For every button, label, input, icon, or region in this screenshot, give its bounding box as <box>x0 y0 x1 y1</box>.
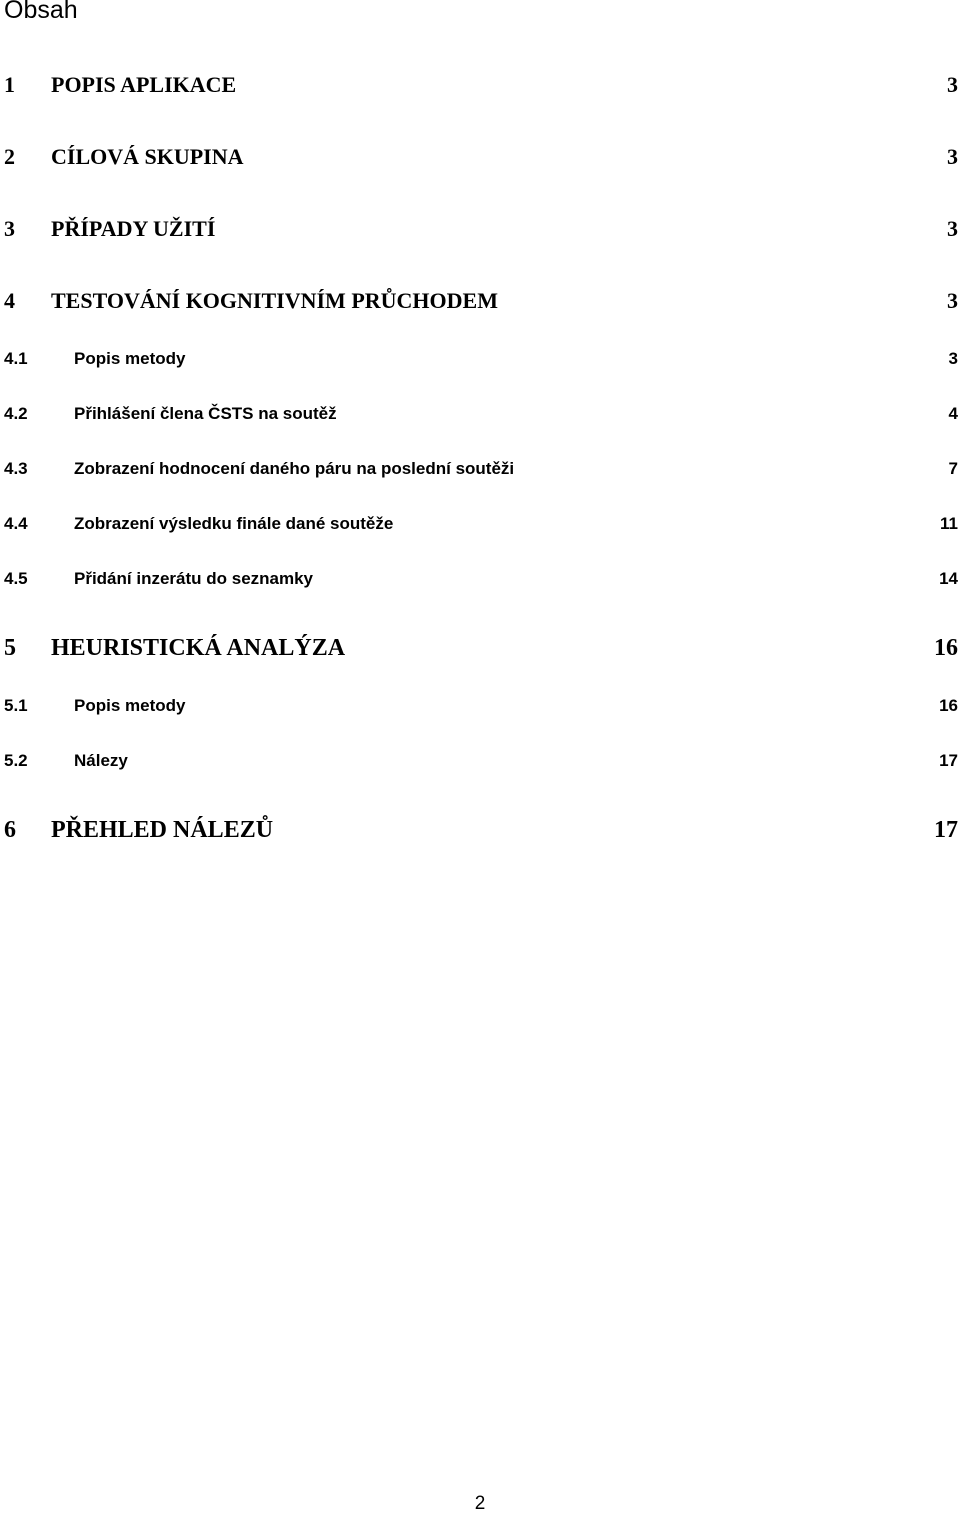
toc-entry-page: 16 <box>934 635 958 661</box>
toc-entry-number: 4.3 <box>4 459 28 478</box>
toc-entry-2[interactable] <box>0 144 958 170</box>
toc-entry-number: 3 <box>4 216 15 241</box>
page-number: 2 <box>474 1493 486 1514</box>
toc-entry-page: 17 <box>939 751 958 770</box>
toc-entry-4-3[interactable] <box>0 459 958 479</box>
toc-entry-number: 4.4 <box>4 514 28 533</box>
toc-entry-number: 4.2 <box>4 404 28 423</box>
toc-entry-label: Popis metody <box>74 349 186 368</box>
toc-entry-number: 6 <box>4 817 16 843</box>
toc-entry-label: POPIS APLIKACE <box>51 72 237 97</box>
toc-entry-page: 7 <box>948 459 958 478</box>
toc-entry-number: 5.1 <box>4 696 28 715</box>
toc-entry-page: 3 <box>947 144 958 169</box>
toc-entry-number: 1 <box>4 72 15 97</box>
toc-entry-4-1[interactable] <box>0 349 958 369</box>
toc-entry-3[interactable] <box>0 216 958 242</box>
toc-entry-page: 3 <box>947 288 958 313</box>
toc-entry-number: 4.1 <box>4 349 28 368</box>
toc-entry-page: 17 <box>934 817 958 843</box>
toc-entry-label: Přidání inzerátu do seznamky <box>74 569 314 588</box>
toc-entry-page: 11 <box>940 514 958 533</box>
toc-entry-label: Nálezy <box>74 751 128 770</box>
toc-entry-5-1[interactable] <box>0 696 958 716</box>
toc-entry-5[interactable] <box>0 635 958 662</box>
toc-entry-label: Popis metody <box>74 696 186 715</box>
toc-entry-4[interactable] <box>0 288 958 314</box>
toc-entry-1[interactable] <box>0 72 958 98</box>
toc-entry-number: 4 <box>4 288 15 313</box>
toc-entry-label: TESTOVÁNÍ KOGNITIVNÍM PRŮCHODEM <box>51 288 498 313</box>
toc-entry-label: Zobrazení výsledku finále dané soutěže <box>74 514 394 533</box>
toc-entry-number: 4.5 <box>4 569 28 588</box>
toc-entry-page: 3 <box>947 216 958 241</box>
toc-entry-page: 3 <box>947 72 958 97</box>
toc-entry-label: CÍLOVÁ SKUPINA <box>51 144 244 169</box>
toc-entry-4-5[interactable] <box>0 569 958 589</box>
toc-entry-4-2[interactable] <box>0 404 958 424</box>
toc-entry-number: 2 <box>4 144 15 169</box>
toc-entry-5-2[interactable] <box>0 751 958 771</box>
toc-entry-label: HEURISTICKÁ ANALÝZA <box>51 635 346 661</box>
toc-entry-label: Zobrazení hodnocení daného páru na poslední soutěži <box>74 459 515 478</box>
toc-entry-4-4[interactable] <box>0 514 958 534</box>
toc-entry-page: 16 <box>939 696 958 715</box>
toc-entry-label: PŘÍPADY UŽITÍ <box>51 216 216 241</box>
toc-entry-page: 3 <box>948 349 958 368</box>
toc-entry-page: 14 <box>939 569 958 588</box>
toc-entry-label: Přihlášení člena ČSTS na soutěž <box>74 404 337 423</box>
toc-entry-number: 5 <box>4 635 16 661</box>
toc-entry-6[interactable] <box>0 817 958 844</box>
toc-entry-page: 4 <box>948 404 958 423</box>
toc-entry-number: 5.2 <box>4 751 28 770</box>
toc-entry-label: PŘEHLED NÁLEZŮ <box>51 817 274 843</box>
toc-title: Obsah <box>4 0 78 24</box>
